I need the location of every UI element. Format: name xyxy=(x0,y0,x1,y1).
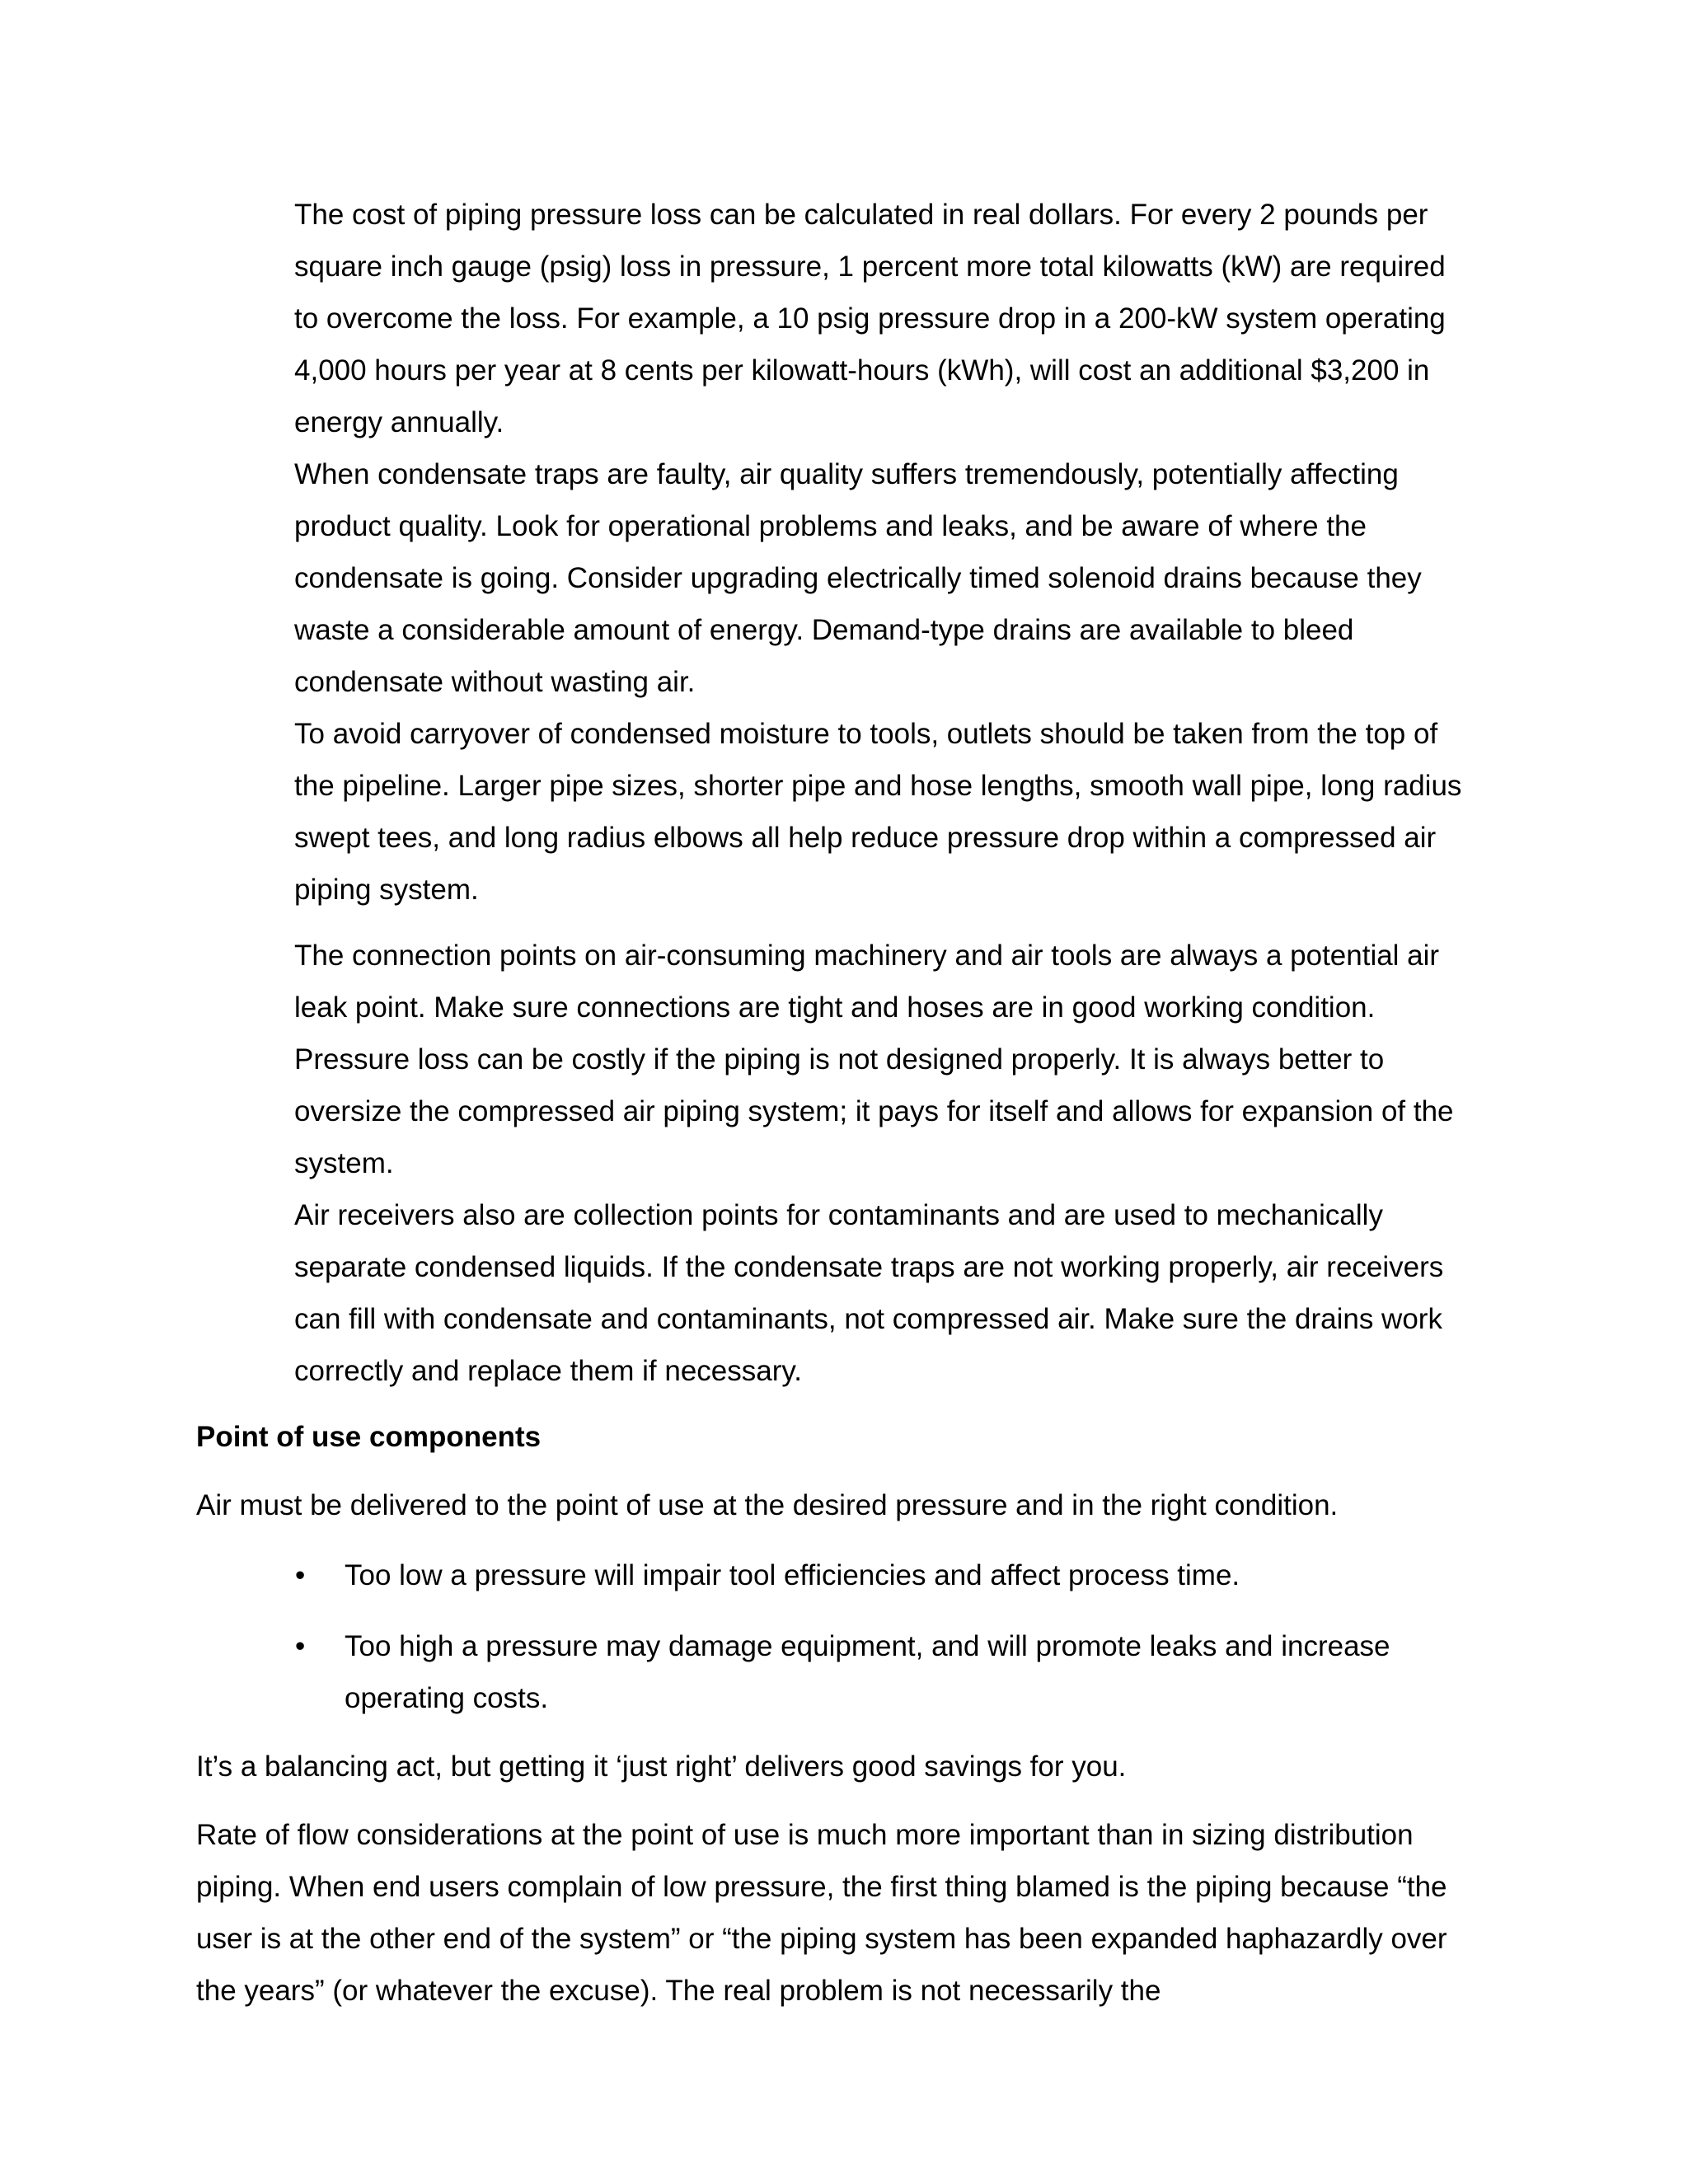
indented-block-2 xyxy=(294,930,1473,1397)
paragraph-intro: Air must be delivered to the point of use at the desired pressure and in the right condition. xyxy=(196,1489,1339,1521)
paragraph-balancing: It’s a balancing act, but getting it ‘just right’ delivers good savings for you. xyxy=(196,1750,1127,1783)
paragraph-carryover: To avoid carryover of condensed moisture to tools, outlets should be taken from the top of the pipeline. Larger pipe sizes, shorter pipe and hose lengths, smooth wall pipe, long radius swept tees, and long radius elbows all help reduce pressure drop within a compressed air piping system. xyxy=(294,718,1462,906)
balancing-block xyxy=(196,1741,1482,1793)
list-item xyxy=(196,1620,1482,1724)
paragraph-closing: Rate of flow considerations at the point of use is much more important than in sizing distribution piping. When end users complain of low pressure, the first thing blamed is the piping because “the user is at the other end of the system” or “the piping system has been expanded haphazardly over the years” (or whatever the excuse). The real problem is not necessarily the xyxy=(196,1819,1447,2007)
indented-block-1 xyxy=(294,189,1473,916)
bullet-icon: • xyxy=(295,1630,306,1662)
bullet-icon: • xyxy=(295,1559,306,1591)
list-item xyxy=(196,1549,1482,1601)
section-heading: Point of use components xyxy=(196,1421,542,1453)
list-item-text: Too high a pressure may damage equipment, and will promote leaks and increase operating costs. xyxy=(345,1630,1390,1714)
intro-block xyxy=(196,1479,1482,1531)
paragraph-condensate-traps: When condensate traps are faulty, air quality suffers tremendously, potentially affecting product quality. Look for operational problems and leaks, and be aware of where the condensate is going. Consider upgrading electrically timed solenoid drains because they waste a considerable amount of energy. Demand-type drains are available to bleed condensate without wasting air. xyxy=(294,458,1422,698)
paragraph-connection-points: The connection points on air-consuming machinery and air tools are always a potential air leak point. Make sure connections are tight and hoses are in good working condition. Pressure loss can be costly if the piping is not designed properly. It is always better to oversize the compressed air piping system; it pays for itself and allows for expansion of the system. xyxy=(294,940,1454,1179)
bullet-list xyxy=(196,1549,1482,1743)
paragraph-air-receivers: Air receivers also are collection points for contaminants and are used to mechanically separate condensed liquids. If the condensate traps are not working properly, air receivers can fill with condensate and contaminants, not compressed air. Make sure the drains work correctly and replace them if necessary. xyxy=(294,1199,1444,1387)
closing-block xyxy=(196,1809,1482,2017)
list-item-text: Too low a pressure will impair tool efficiencies and affect process time. xyxy=(345,1559,1240,1591)
paragraph-piping-cost: The cost of piping pressure loss can be calculated in real dollars. For every 2 pounds per square inch gauge (psig) loss in pressure, 1 percent more total kilowatts (kW) are required to overcome the loss. For example, a 10 psig pressure drop in a 200-kW system operating 4,000 hours per year at 8 cents per kilowatt-hours (kWh), will cost an additional $3,200 in energy annually. xyxy=(294,199,1446,438)
